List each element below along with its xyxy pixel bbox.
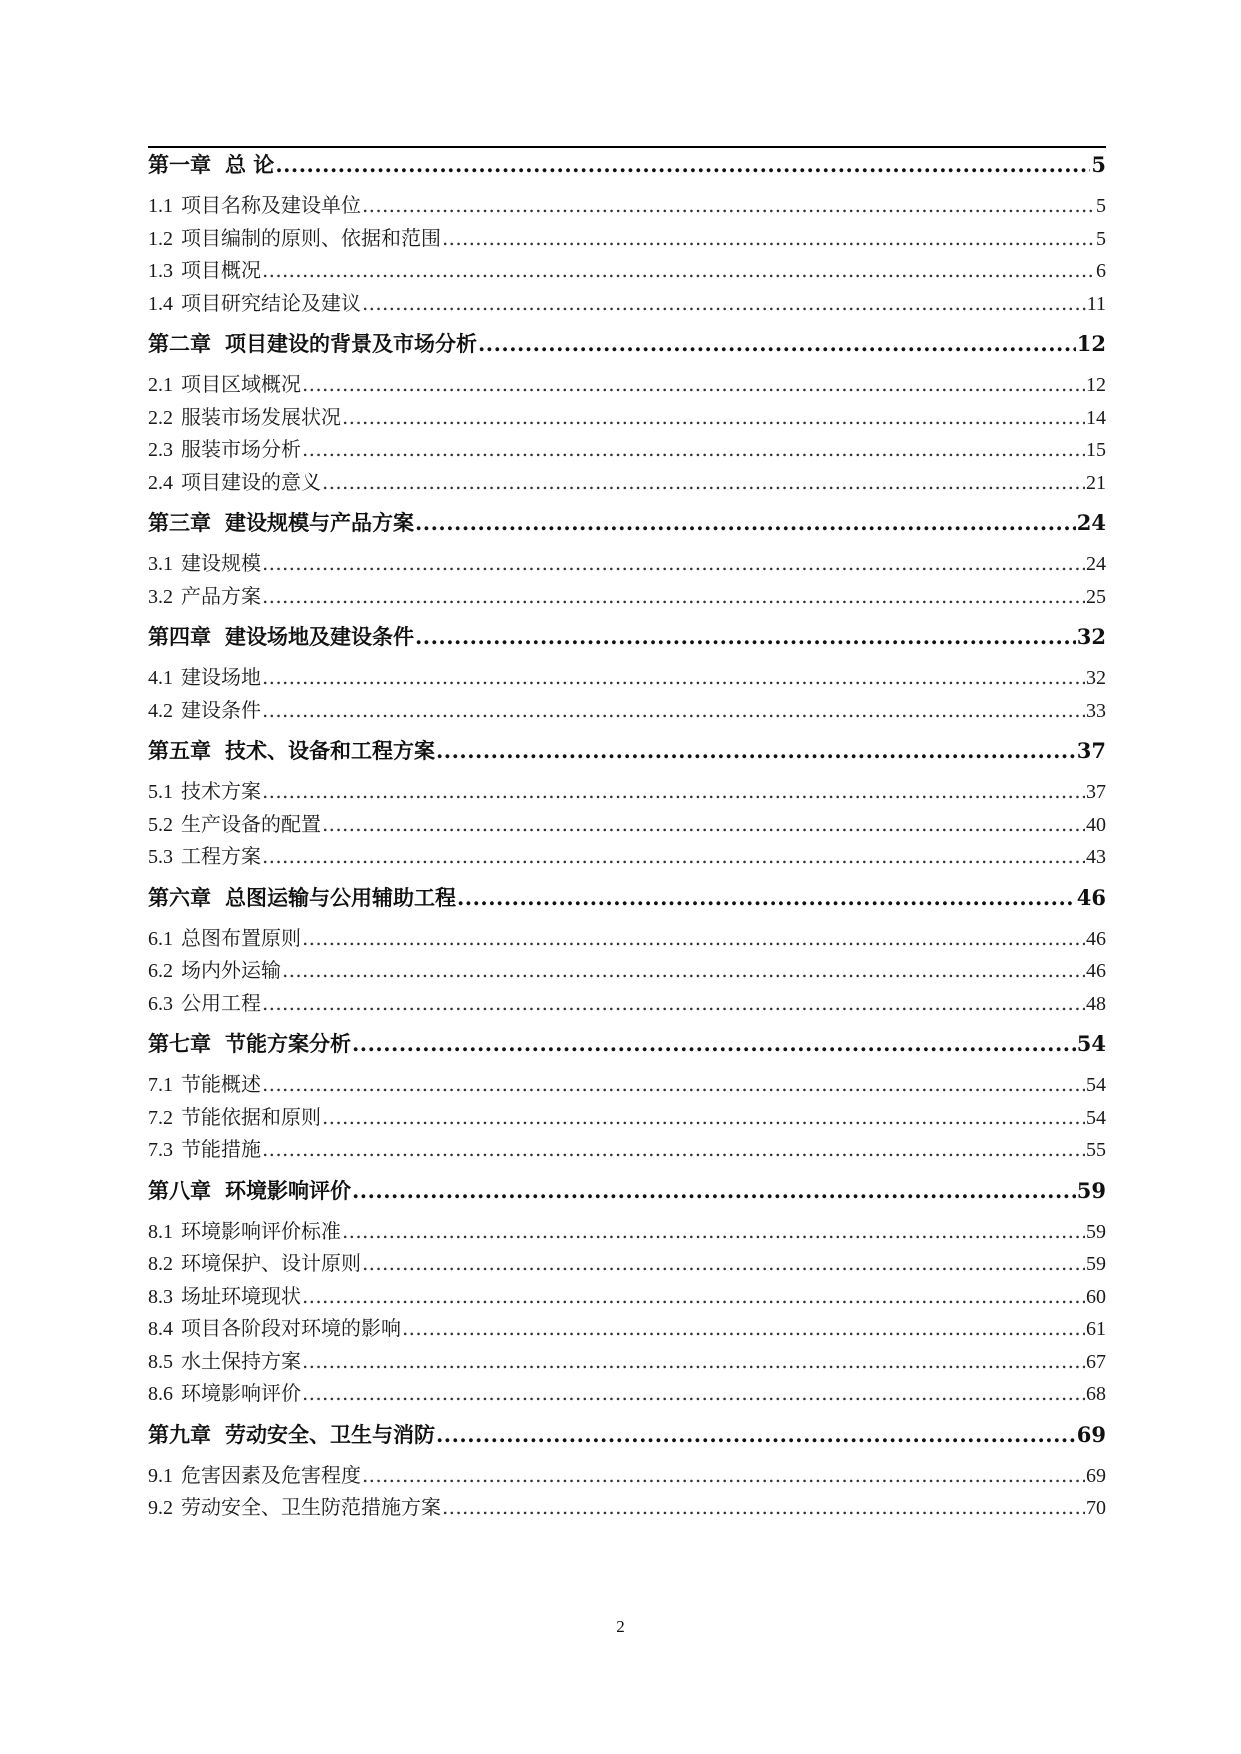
toc-entry-title: 工程方案 [181,844,261,868]
toc-entry-number: 1.1 [148,195,173,217]
toc-entry-number: 第四章 [148,624,211,649]
toc-entry-title: 节能措施 [181,1137,261,1161]
toc-entry-number: 3.1 [148,553,173,575]
dot-leader [442,222,1095,255]
toc-entry-number: 8.2 [148,1253,173,1275]
toc-entry-number: 3.2 [148,585,173,608]
toc-entry-number: 5.3 [148,846,173,868]
toc-entry-number: 7.3 [148,1139,173,1161]
dot-leader [302,1280,1085,1313]
toc-entry-title: 项目研究结论及建议 [181,290,361,315]
toc-entry-number: 第八章 [148,1177,211,1203]
dot-leader [262,1068,1085,1101]
dot-leader [302,433,1085,466]
dot-leader [478,327,1076,361]
dot-leader [262,694,1085,727]
toc-section-entry[interactable] [148,401,1106,434]
dot-leader [262,775,1085,808]
toc-entry-number: 5.2 [148,813,173,836]
toc-entry-title: 建设场地及建设条件 [225,624,414,649]
toc-entry-page: 24 [1076,510,1106,535]
dot-leader [262,987,1085,1020]
toc-entry-page: 24 [1086,553,1106,575]
toc-entry-page: 37 [1076,738,1106,763]
toc-entry-page: 40 [1086,813,1106,836]
toc-chapter-entry[interactable] [148,1174,1106,1208]
toc-entry-page: 32 [1086,667,1106,689]
toc-entry-title: 建设条件 [181,697,261,722]
toc-entry-title: 服装市场分析 [181,437,301,461]
toc-entry-number: 2.1 [148,374,173,396]
toc-entry-page: 32 [1076,624,1106,649]
dot-leader [262,547,1085,580]
toc-entry-number: 8.5 [148,1350,173,1373]
toc-entry-number: 6.3 [148,992,173,1015]
dot-leader [352,1174,1076,1208]
toc-entry-number: 8.3 [148,1285,173,1308]
page-number: 2 [616,1617,625,1636]
toc-entry-page: 67 [1086,1350,1106,1373]
toc-entry-title: 项目名称及建设单位 [181,193,361,217]
toc-entry-page: 54 [1086,1074,1106,1096]
toc-entry-number: 2.3 [148,439,173,461]
toc-entry-title: 公用工程 [181,990,261,1015]
dot-leader [302,1345,1085,1378]
dot-leader [362,287,1086,320]
toc-entry-title: 技术方案 [181,779,261,803]
toc-section-entry[interactable] [148,922,1106,955]
toc-entry-title: 环境保护、设计原则 [181,1251,361,1275]
toc-entry-title: 劳动安全、卫生防范措施方案 [181,1495,441,1519]
toc-section-entry[interactable] [148,840,1106,873]
table-of-contents [148,146,1106,1524]
toc-entry-page: 69 [1086,1464,1106,1487]
toc-entry-number: 4.2 [148,699,173,722]
toc-section-entry[interactable] [148,1247,1106,1280]
toc-entry-title: 劳动安全、卫生与消防 [225,1421,435,1447]
toc-section-entry[interactable] [148,433,1106,466]
toc-entry-page: 55 [1086,1139,1106,1161]
dot-leader [302,368,1085,401]
toc-entry-page: 5 [1096,195,1106,217]
toc-entry-number: 第一章 [148,152,211,177]
dot-leader [362,189,1095,222]
dot-leader [402,1312,1085,1345]
dot-leader [442,1491,1085,1524]
toc-entry-page: 15 [1086,439,1106,461]
toc-entry-page: 59 [1086,1220,1106,1243]
toc-section-entry[interactable] [148,1491,1106,1524]
dot-leader [342,1215,1085,1248]
dot-leader [262,661,1085,694]
toc-entry-title: 节能依据和原则 [181,1104,321,1129]
toc-entry-page: 69 [1076,1421,1106,1447]
dot-leader [322,466,1085,499]
toc-section-entry[interactable] [148,287,1106,320]
toc-entry-page: 6 [1096,260,1106,282]
toc-section-entry[interactable] [148,1068,1106,1101]
toc-entry-title: 项目各阶段对环境的影响 [181,1316,401,1340]
toc-entry-number: 1.3 [148,260,173,282]
toc-entry-page: 12 [1086,374,1106,396]
toc-entry-title: 产品方案 [181,583,261,608]
toc-entry-page: 37 [1086,781,1106,803]
toc-entry-number: 7.1 [148,1074,173,1096]
toc-entry-title: 项目区域概况 [181,372,301,396]
dot-leader [262,840,1085,873]
toc-entry-title: 危害因素及危害程度 [181,1462,361,1487]
toc-entry-title: 环境影响评价 [225,1177,351,1203]
toc-entry-number: 第九章 [148,1421,211,1447]
toc-section-entry[interactable] [148,1459,1106,1492]
toc-entry-title: 场址环境现状 [181,1283,301,1308]
toc-entry-number: 8.4 [148,1318,173,1340]
toc-entry-page: 21 [1086,471,1106,494]
toc-chapter-entry[interactable] [148,734,1106,768]
dot-leader [352,1027,1076,1061]
dot-leader [342,401,1085,434]
toc-entry-number: 6.1 [148,927,173,950]
toc-entry-page: 5 [1096,227,1106,250]
toc-entry-page: 46 [1086,960,1106,982]
toc-entry-number: 第二章 [148,331,211,356]
toc-chapter-entry[interactable] [148,1418,1106,1452]
toc-section-entry[interactable] [148,254,1106,287]
toc-entry-number: 1.4 [148,292,173,315]
toc-section-entry[interactable] [148,661,1106,694]
toc-entry-title: 节能概述 [181,1072,261,1096]
toc-entry-number: 5.1 [148,781,173,803]
toc-entry-title: 总图运输与公用辅助工程 [225,884,456,910]
toc-entry-number: 第三章 [148,510,211,535]
toc-entry-page: 46 [1086,927,1106,950]
dot-leader [362,1459,1085,1492]
toc-section-entry[interactable] [148,1215,1106,1248]
toc-section-entry[interactable] [148,1377,1106,1410]
toc-section-entry[interactable] [148,987,1106,1020]
toc-entry-number: 2.2 [148,406,173,429]
toc-entry-page: 5 [1091,152,1106,177]
toc-entry-page: 12 [1076,331,1106,356]
toc-entry-title: 环境影响评价 [181,1381,301,1405]
toc-entry-number: 1.2 [148,227,173,250]
toc-entry-title: 项目建设的背景及市场分析 [225,331,477,356]
toc-entry-page: 11 [1086,292,1106,315]
toc-chapter-entry[interactable] [148,620,1106,654]
toc-section-entry[interactable] [148,1101,1106,1134]
toc-entry-title: 环境影响评价标准 [181,1218,341,1243]
toc-entry-page: 54 [1076,1031,1106,1056]
toc-entry-title: 水土保持方案 [181,1348,301,1373]
toc-entry-number: 9.2 [148,1497,173,1519]
toc-entry-page: 14 [1086,406,1106,429]
dot-leader [362,1247,1085,1280]
dot-leader [322,1101,1085,1134]
toc-section-entry[interactable] [148,189,1106,222]
toc-entry-page: 59 [1086,1253,1106,1275]
toc-entry-page: 70 [1086,1497,1106,1519]
toc-entry-title: 总 论 [225,152,275,177]
toc-entry-page: 54 [1086,1106,1106,1129]
toc-section-entry[interactable] [148,954,1106,987]
toc-entry-number: 4.1 [148,667,173,689]
toc-section-entry[interactable] [148,775,1106,808]
dot-leader [302,922,1085,955]
toc-section-entry[interactable] [148,368,1106,401]
dot-leader [415,620,1076,654]
toc-entry-title: 项目概况 [181,258,261,282]
toc-entry-title: 项目建设的意义 [181,469,321,494]
toc-entry-number: 7.2 [148,1106,173,1129]
toc-section-entry[interactable] [148,1345,1106,1378]
toc-entry-page: 48 [1086,992,1106,1015]
toc-entry-title: 场内外运输 [181,958,281,982]
toc-chapter-entry[interactable] [148,1027,1106,1061]
dot-leader [436,1418,1076,1452]
toc-entry-page: 68 [1086,1383,1106,1405]
toc-section-entry[interactable] [148,547,1106,580]
dot-leader [262,580,1085,613]
toc-entry-title: 技术、设备和工程方案 [225,738,435,763]
toc-entry-title: 建设规模 [181,551,261,575]
toc-entry-page: 33 [1086,699,1106,722]
dot-leader [436,734,1076,768]
toc-section-entry[interactable] [148,580,1106,613]
dot-leader [322,808,1085,841]
dot-leader [262,1133,1085,1166]
toc-entry-number: 6.2 [148,960,173,982]
toc-entry-page: 46 [1076,884,1106,910]
toc-chapter-entry[interactable] [148,506,1106,540]
toc-chapter-entry[interactable] [148,881,1106,915]
dot-leader [457,881,1076,915]
toc-entry-title: 服装市场发展状况 [181,404,341,429]
toc-entry-number: 第七章 [148,1031,211,1056]
toc-entry-number: 2.4 [148,471,173,494]
toc-entry-number: 第六章 [148,884,211,910]
toc-entry-title: 生产设备的配置 [181,811,321,836]
toc-entry-title: 项目编制的原则、依据和范围 [181,225,441,250]
dot-leader [262,254,1095,287]
toc-entry-number: 8.6 [148,1383,173,1405]
dot-leader [275,148,1090,182]
toc-section-entry[interactable] [148,1312,1106,1345]
toc-entry-page: 43 [1086,846,1106,868]
toc-entry-number: 第五章 [148,738,211,763]
toc-chapter-entry[interactable] [148,148,1106,182]
dot-leader [282,954,1085,987]
toc-entry-page: 61 [1086,1318,1106,1340]
toc-entry-title: 总图布置原则 [181,925,301,950]
toc-section-entry[interactable] [148,1280,1106,1313]
toc-entry-page: 59 [1076,1177,1106,1203]
toc-chapter-entry[interactable] [148,327,1106,361]
toc-section-entry[interactable] [148,1133,1106,1166]
toc-section-entry[interactable] [148,808,1106,841]
toc-entry-title: 节能方案分析 [225,1031,351,1056]
toc-entry-title: 建设场地 [181,665,261,689]
toc-entry-page: 60 [1086,1285,1106,1308]
dot-leader [415,506,1076,540]
dot-leader [302,1377,1085,1410]
toc-entry-number: 9.1 [148,1464,173,1487]
toc-section-entry[interactable] [148,466,1106,499]
toc-entry-title: 建设规模与产品方案 [225,510,414,535]
toc-section-entry[interactable] [148,694,1106,727]
toc-section-entry[interactable] [148,222,1106,255]
toc-entry-number: 8.1 [148,1220,173,1243]
toc-entry-page: 25 [1086,585,1106,608]
